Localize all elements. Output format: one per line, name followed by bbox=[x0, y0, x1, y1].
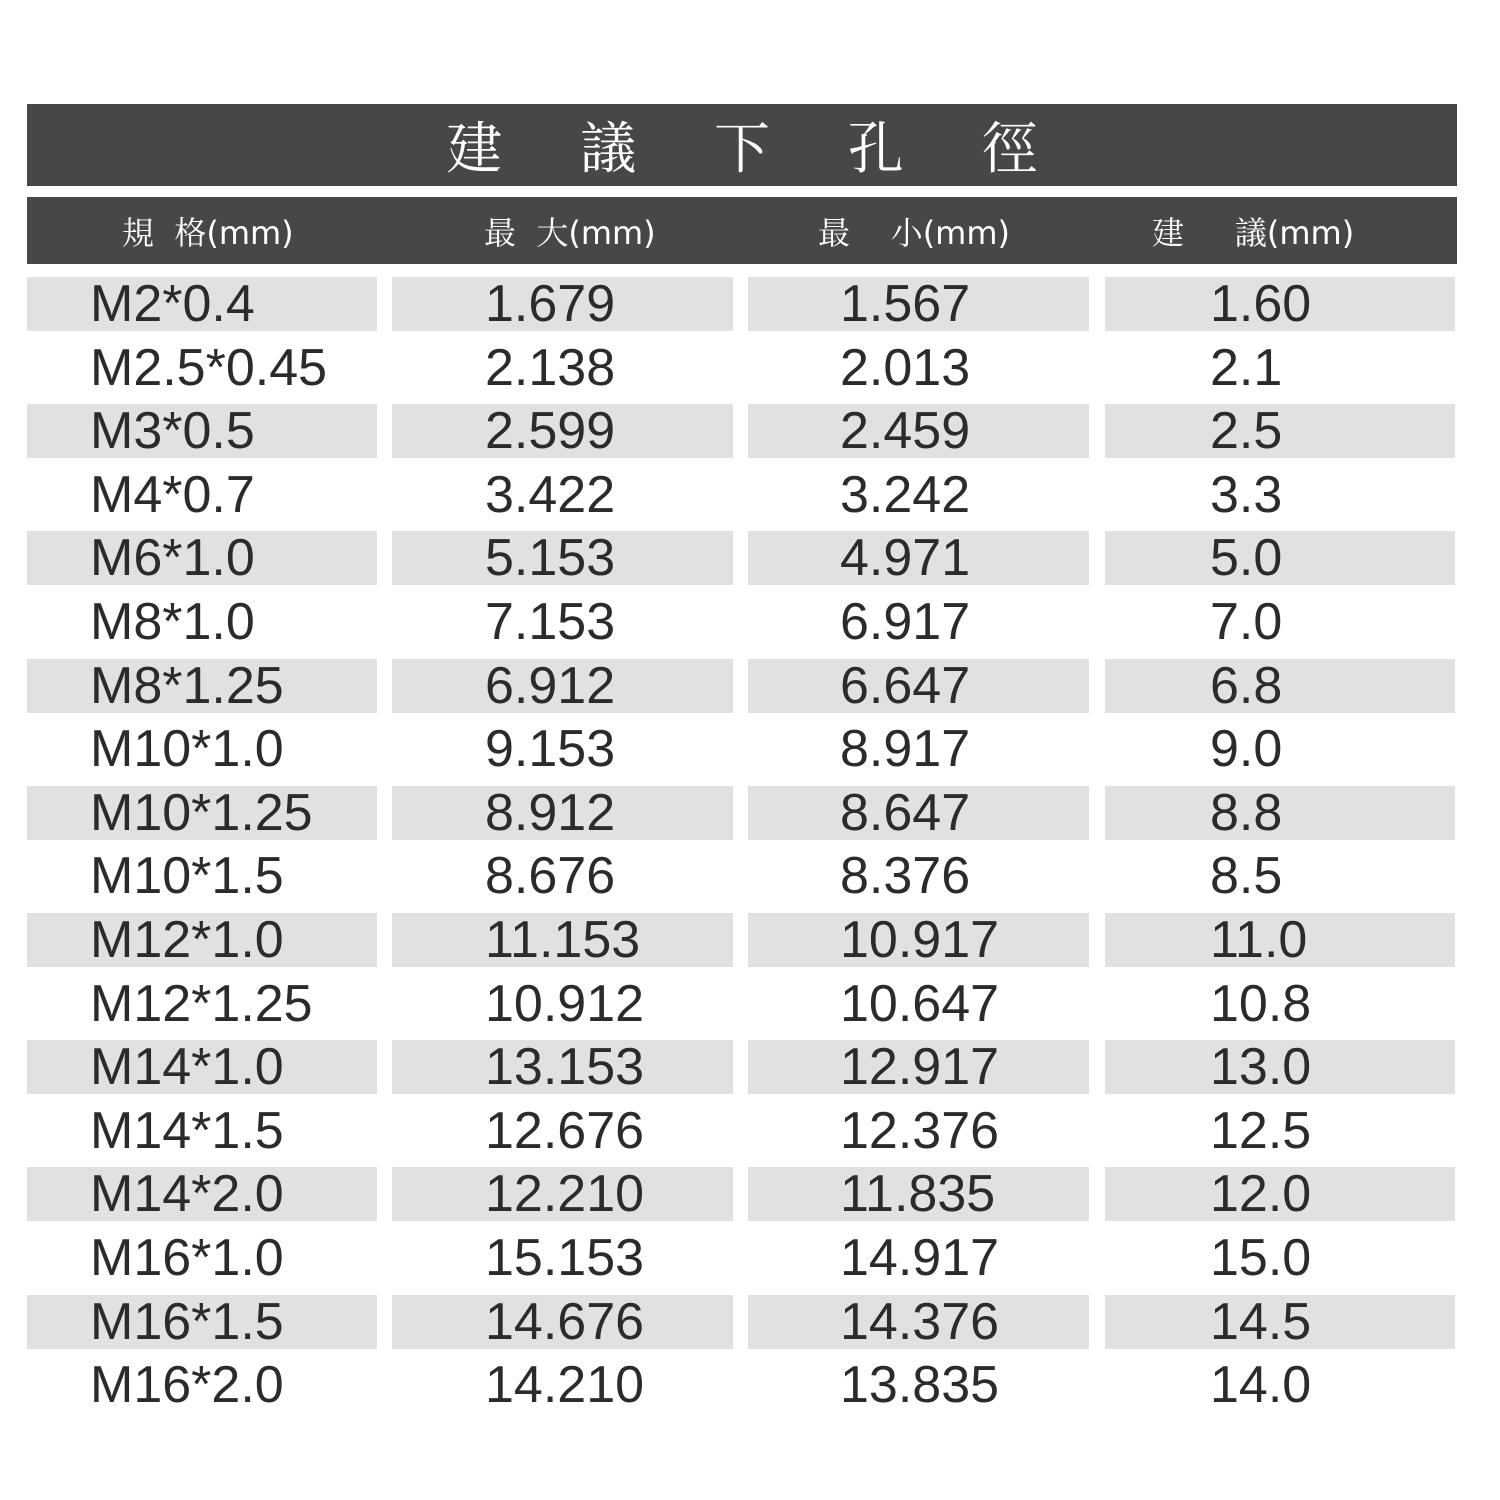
cell-recommended: 5.0 bbox=[1210, 529, 1283, 588]
header-min: 最 小(mm) bbox=[818, 213, 1011, 252]
cell-min: 3.242 bbox=[840, 465, 971, 524]
cell-min: 11.835 bbox=[840, 1165, 996, 1224]
cell-spec: M14*2.0 bbox=[90, 1165, 284, 1224]
cell-max: 1.679 bbox=[485, 275, 616, 333]
table-row bbox=[0, 720, 1500, 779]
table-row bbox=[0, 595, 1500, 649]
cell-recommended: 10.8 bbox=[1210, 974, 1312, 1033]
table-row bbox=[0, 338, 1500, 397]
cell-max: 3.422 bbox=[485, 465, 616, 524]
table-row bbox=[0, 1292, 1500, 1351]
cell-max: 13.153 bbox=[485, 1038, 645, 1097]
cell-max: 15.153 bbox=[485, 1229, 645, 1287]
cell-max: 11.153 bbox=[485, 911, 641, 969]
table-row bbox=[0, 783, 1500, 842]
cell-spec: M2.5*0.45 bbox=[90, 338, 328, 397]
cell-spec: M4*0.7 bbox=[90, 465, 255, 524]
cell-min: 8.917 bbox=[840, 720, 971, 779]
cell-spec: M14*1.5 bbox=[90, 1101, 284, 1160]
cell-spec: M10*1.25 bbox=[90, 783, 313, 842]
table-row bbox=[0, 1165, 1500, 1224]
cell-recommended: 14.5 bbox=[1210, 1292, 1312, 1351]
table-row bbox=[0, 913, 1500, 967]
cell-max: 7.153 bbox=[485, 593, 616, 651]
cell-min: 13.835 bbox=[840, 1356, 1000, 1415]
table-row bbox=[0, 529, 1500, 588]
table-row bbox=[0, 656, 1500, 715]
cell-spec: M10*1.0 bbox=[90, 720, 284, 779]
cell-recommended: 7.0 bbox=[1210, 593, 1283, 651]
cell-min: 12.917 bbox=[840, 1038, 1000, 1097]
cell-spec: M16*1.0 bbox=[90, 1229, 284, 1287]
cell-min: 2.013 bbox=[840, 338, 971, 397]
table-row bbox=[0, 847, 1500, 906]
cell-min: 12.376 bbox=[840, 1101, 1000, 1160]
cell-spec: M10*1.5 bbox=[90, 847, 284, 906]
table-row bbox=[0, 1101, 1500, 1160]
cell-max: 8.912 bbox=[485, 783, 616, 842]
cell-min: 10.917 bbox=[840, 911, 1000, 969]
cell-max: 9.153 bbox=[485, 720, 616, 779]
cell-min: 4.971 bbox=[840, 529, 971, 588]
cell-spec: M12*1.0 bbox=[90, 911, 284, 969]
cell-max: 6.912 bbox=[485, 656, 616, 715]
cell-max: 12.210 bbox=[485, 1165, 645, 1224]
cell-max: 14.210 bbox=[485, 1356, 645, 1415]
table-row bbox=[0, 1038, 1500, 1097]
cell-max: 12.676 bbox=[485, 1101, 645, 1160]
cell-spec: M6*1.0 bbox=[90, 529, 255, 588]
cell-spec: M16*2.0 bbox=[90, 1356, 284, 1415]
table-title: 建 議 下 孔 徑 bbox=[446, 117, 1068, 182]
table-row bbox=[0, 277, 1500, 331]
cell-min: 14.917 bbox=[840, 1229, 1000, 1287]
cell-min: 10.647 bbox=[840, 974, 1000, 1033]
cell-recommended: 14.0 bbox=[1210, 1356, 1312, 1415]
cell-spec: M16*1.5 bbox=[90, 1292, 284, 1351]
cell-min: 1.567 bbox=[840, 275, 971, 333]
cell-recommended: 8.8 bbox=[1210, 783, 1283, 842]
cell-recommended: 13.0 bbox=[1210, 1038, 1312, 1097]
table-row bbox=[0, 465, 1500, 524]
cell-recommended: 3.3 bbox=[1210, 465, 1283, 524]
cell-min: 8.647 bbox=[840, 783, 971, 842]
cell-recommended: 6.8 bbox=[1210, 656, 1283, 715]
cell-max: 8.676 bbox=[485, 847, 616, 906]
cell-spec: M2*0.4 bbox=[90, 275, 255, 333]
header-recommended: 建 議(mm) bbox=[1152, 213, 1355, 252]
cell-max: 2.138 bbox=[485, 338, 616, 397]
table-row bbox=[0, 974, 1500, 1033]
cell-min: 14.376 bbox=[840, 1292, 1000, 1351]
header-max: 最 大(mm) bbox=[484, 213, 656, 252]
cell-recommended: 12.0 bbox=[1210, 1165, 1312, 1224]
cell-recommended: 8.5 bbox=[1210, 847, 1283, 906]
cell-recommended: 11.0 bbox=[1210, 911, 1308, 969]
cell-recommended: 2.5 bbox=[1210, 402, 1283, 461]
table-row bbox=[0, 1356, 1500, 1415]
cell-spec: M12*1.25 bbox=[90, 974, 313, 1033]
cell-recommended: 1.60 bbox=[1210, 275, 1312, 333]
cell-min: 2.459 bbox=[840, 402, 971, 461]
header-spec: 規 格(mm) bbox=[122, 213, 294, 252]
cell-max: 2.599 bbox=[485, 402, 616, 461]
table-row bbox=[0, 1231, 1500, 1285]
cell-max: 10.912 bbox=[485, 974, 645, 1033]
cell-min: 8.376 bbox=[840, 847, 971, 906]
cell-spec: M3*0.5 bbox=[90, 402, 255, 461]
cell-recommended: 12.5 bbox=[1210, 1101, 1312, 1160]
cell-min: 6.917 bbox=[840, 593, 971, 651]
cell-max: 14.676 bbox=[485, 1292, 645, 1351]
table-row bbox=[0, 402, 1500, 461]
cell-recommended: 9.0 bbox=[1210, 720, 1283, 779]
cell-min: 6.647 bbox=[840, 656, 971, 715]
cell-max: 5.153 bbox=[485, 529, 616, 588]
cell-spec: M14*1.0 bbox=[90, 1038, 284, 1097]
cell-spec: M8*1.25 bbox=[90, 656, 284, 715]
cell-recommended: 15.0 bbox=[1210, 1229, 1312, 1287]
cell-recommended: 2.1 bbox=[1210, 338, 1283, 397]
cell-spec: M8*1.0 bbox=[90, 593, 255, 651]
